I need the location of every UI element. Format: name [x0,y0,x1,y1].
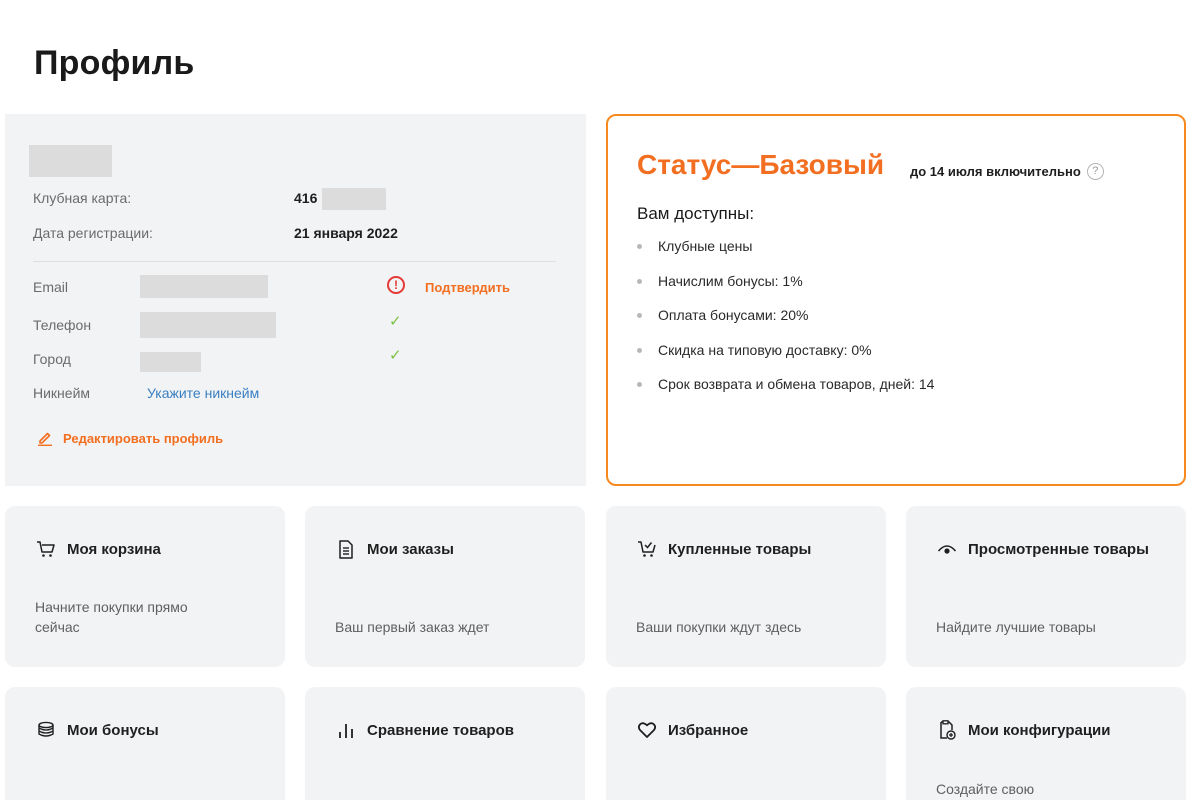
status-card [606,114,1186,486]
benefits-list [637,238,934,411]
tile-subtitle: Начните покупки прямо сейчас [35,599,188,635]
tile-orders[interactable] [305,506,585,667]
divider [33,261,556,262]
status-title: Статус—Базовый [637,149,885,180]
tile-title: Сравнение товаров [367,721,514,739]
phone-check-icon: ✓ [389,313,402,330]
bullet [637,244,642,249]
tile-title: Купленные товары [668,540,812,558]
redacted-phone [140,312,276,338]
benefit-text: Оплата бонусами: 20% [658,307,809,324]
tile-cart[interactable] [5,506,285,667]
redacted-email [140,275,268,298]
bullet [637,382,642,387]
club-card-value: 416 [294,190,318,206]
tile-title: Избранное [668,721,749,739]
config-icon [936,721,958,739]
tile-favorites[interactable] [606,687,886,800]
tile-subtitle: Найдите лучшие товары [936,619,1096,635]
compare-icon [335,721,357,739]
bullet [637,279,642,284]
tile-subtitle: Создайте свою [936,781,1035,797]
tile-subtitle: Ваши покупки ждут здесь [636,619,802,635]
phone-label: Телефон [33,317,92,333]
cart-icon [35,540,57,558]
tile-configurations[interactable] [906,687,1186,800]
set-nickname-link[interactable]: Укажите никнейм [147,385,260,401]
nickname-label: Никнейм [33,385,91,401]
heart-icon [636,721,658,739]
reg-date-value: 21 января 2022 [294,225,398,241]
tile-viewed[interactable] [906,506,1186,667]
available-title: Вам доступны: [637,204,755,223]
edit-profile-label: Редактировать профиль [63,430,224,446]
reg-date-label: Дата регистрации: [33,225,153,241]
redacted-name [29,145,112,177]
city-label: Город [33,351,71,367]
tile-title: Мои конфигурации [968,721,1111,739]
bullet [637,313,642,318]
email-confirm-link[interactable]: Подтвердить [425,280,511,295]
benefit-item [637,273,934,308]
edit-profile-link[interactable] [37,430,223,446]
user-info-card [5,114,586,486]
bullet [637,348,642,353]
help-icon[interactable]: ? [1087,163,1104,180]
tile-title: Мои бонусы [67,721,159,739]
city-check-icon: ✓ [389,347,402,364]
coins-icon [35,721,57,739]
redacted-city [140,352,201,372]
benefit-item [637,376,934,411]
benefit-item [637,342,934,377]
benefit-text: Начислим бонусы: 1% [658,272,803,289]
club-card-label: Клубная карта: [33,190,132,206]
pencil-icon [37,430,53,446]
benefit-item [637,238,934,273]
status-until-text: до 14 июля включительно [910,164,1081,179]
eye-icon [936,540,958,558]
tile-bonuses[interactable] [5,687,285,800]
benefit-text: Скидка на типовую доставку: 0% [658,341,872,358]
cart-check-icon [636,540,658,558]
redacted-card-number [322,188,386,210]
page-title: Профиль [34,44,195,82]
status-until [910,163,1104,180]
tile-title: Просмотренные товары [968,540,1149,558]
benefit-item [637,307,934,342]
tile-title: Моя корзина [67,540,161,558]
benefit-text: Клубные цены [658,238,753,254]
document-icon [335,540,357,558]
tile-subtitle: Ваш первый заказ ждет [335,619,490,635]
warning-icon: ! [387,276,405,294]
email-label: Email [33,279,69,295]
tile-compare[interactable] [305,687,585,800]
tile-purchased[interactable] [606,506,886,667]
benefit-text: Срок возврата и обмена товаров, дней: 14 [658,376,935,393]
tile-title: Мои заказы [367,540,454,558]
